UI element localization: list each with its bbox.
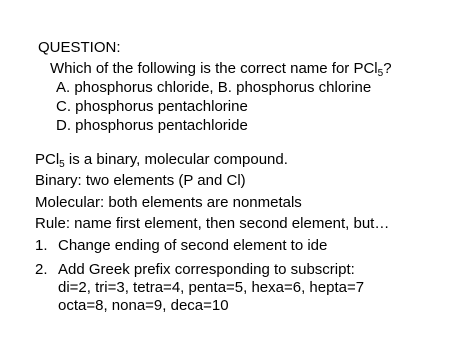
explanation-line-binary: Binary: two elements (P and Cl) [35,172,246,189]
step-2-number: 2. [35,261,48,278]
step-2-text: Add Greek prefix corresponding to subscript: [58,261,355,278]
option-c: C. phosphorus pentachlorine [56,98,248,115]
option-d: D. phosphorus pentachloride [56,117,248,134]
explanation-line-rule: Rule: name first element, then second element, but… [35,215,390,232]
option-a-b: A. phosphorus chloride, B. phosphorus chlorine [56,79,372,96]
explanation-compound-text: is a binary, molecular compound. [64,151,288,168]
explanation-formula-subscript: 5 [59,159,65,170]
question-prompt [50,59,392,78]
question-prompt-end: ? [383,60,392,77]
question-prompt-text: Which of the following is the correct name for PCl [50,60,378,77]
step-2-prefix-line-2: octa=8, nona=9, deca=10 [58,297,229,314]
question-prompt-subscript: 5 [377,68,384,79]
explanation-line-compound [35,150,288,169]
step-2-prefix-line-1: di=2, tri=3, tetra=4, penta=5, hexa=6, hepta=7 [58,279,365,296]
explanation-formula: PCl [35,151,60,168]
step-1-number: 1. [35,237,48,254]
explanation-line-molecular: Molecular: both elements are nonmetals [35,194,302,211]
step-1-text: Change ending of second element to ide [58,237,328,254]
question-heading: QUESTION: [38,39,121,56]
